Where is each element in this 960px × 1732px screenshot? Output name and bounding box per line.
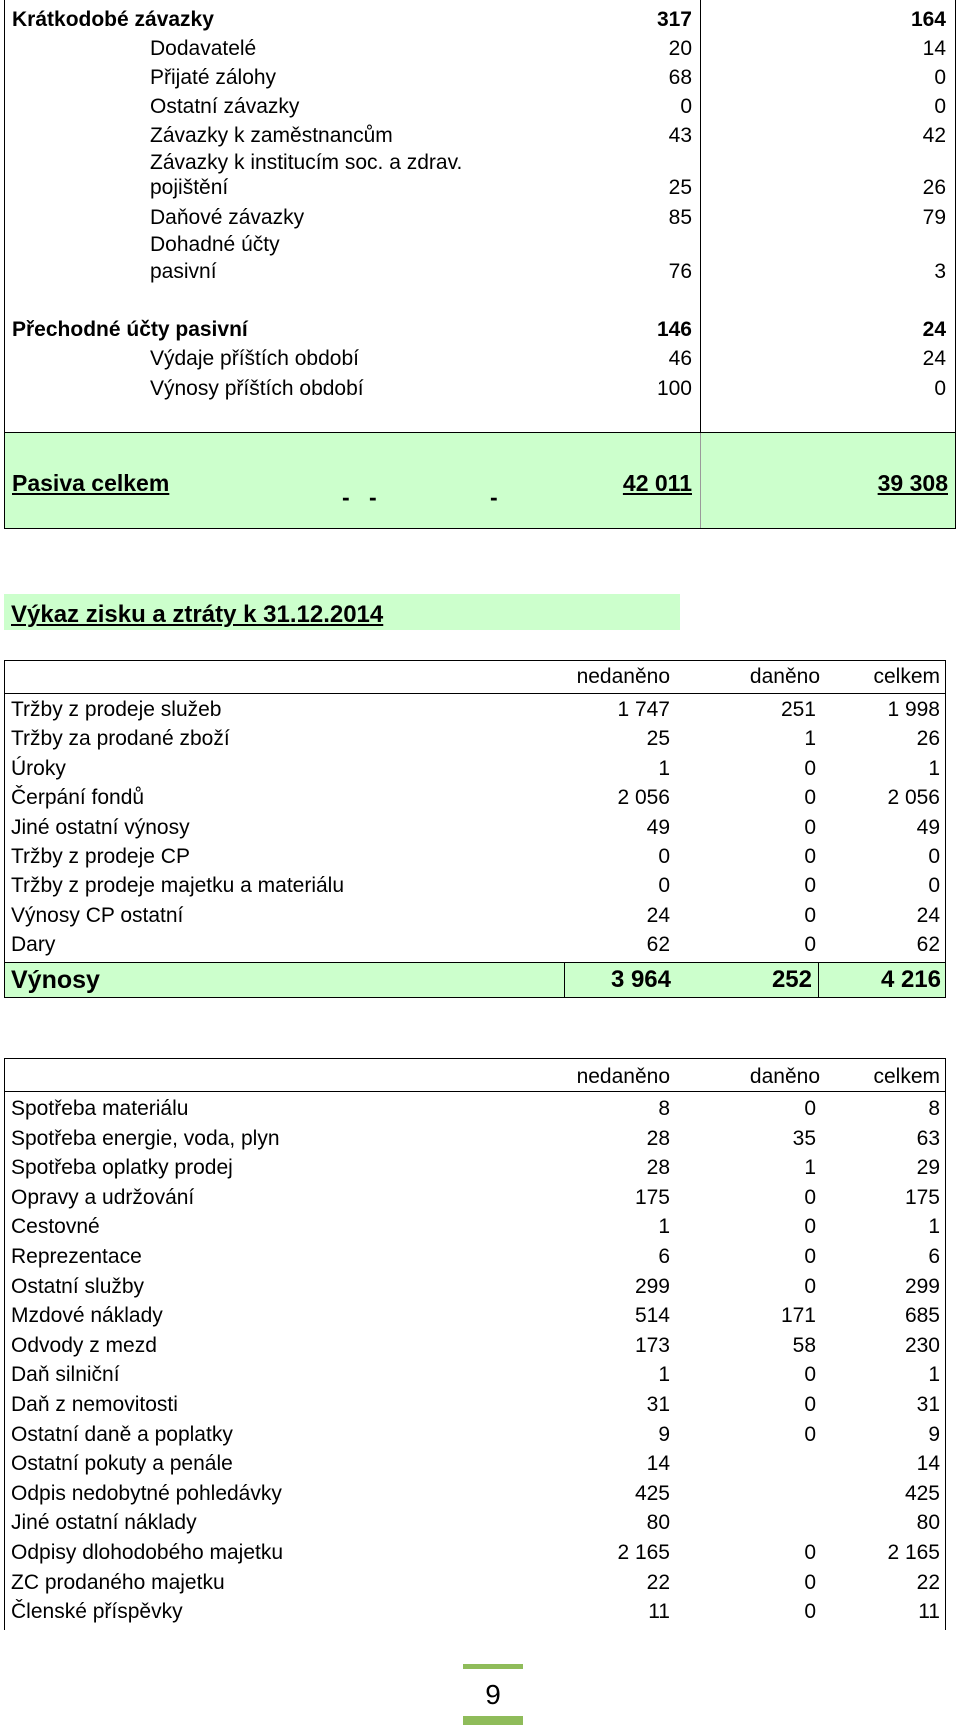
row-label: Odpisy dlohodobého majetku — [11, 1541, 284, 1564]
row-taxed: 1 — [804, 1156, 816, 1180]
row-total: 24 — [916, 903, 940, 927]
row-label: Spotřeba oplatky prodej — [11, 1156, 233, 1180]
row-label: Odpis nedobytné pohledávky — [11, 1481, 282, 1505]
row-total: 9 — [928, 1422, 940, 1446]
row-label: Spotřeba energie, voda, plyn — [11, 1126, 280, 1150]
item-value-1: 46 — [668, 347, 692, 370]
row-untaxed: 0 — [658, 874, 670, 898]
group-value-2: 24 — [922, 318, 946, 341]
total-value-1: 42 011 — [622, 470, 692, 496]
item-label: Daňové závazky — [150, 206, 305, 229]
table-border — [4, 1058, 946, 1059]
row-untaxed: 28 — [646, 1126, 670, 1150]
group-label: Krátkodobé závazky — [12, 8, 214, 31]
row-taxed: 0 — [804, 1097, 816, 1120]
row-taxed: 0 — [804, 1422, 816, 1446]
total-dash: - — [369, 484, 377, 510]
item-value-2: 24 — [922, 347, 946, 370]
page-number: 9 — [485, 1679, 501, 1710]
item-value-2: 0 — [934, 377, 946, 400]
item-value-2: 79 — [922, 206, 946, 229]
group-value-1: 146 — [656, 318, 692, 341]
row-label: Odvody z mezd — [11, 1333, 157, 1357]
row-untaxed: 1 — [658, 756, 670, 780]
item-value-1: 25 — [668, 176, 692, 199]
row-taxed: 0 — [804, 1600, 816, 1624]
row-taxed: 0 — [804, 1541, 816, 1564]
row-taxed: 1 — [804, 727, 816, 751]
row-total: 8 — [928, 1097, 940, 1120]
row-total: 0 — [928, 845, 940, 868]
row-untaxed: 425 — [634, 1481, 670, 1505]
row-untaxed: 173 — [634, 1333, 670, 1357]
row-label: Tržby z prodeje služeb — [11, 698, 222, 721]
row-label: Daň z nemovitosti — [11, 1393, 178, 1416]
row-total: 425 — [904, 1481, 940, 1505]
row-total: 1 998 — [887, 698, 940, 721]
page-number-bar-bottom — [463, 1716, 523, 1725]
item-value-1: 76 — [668, 260, 692, 283]
row-total: 26 — [916, 727, 940, 751]
row-total: 175 — [904, 1185, 940, 1209]
row-total: 80 — [916, 1511, 940, 1535]
item-label: Výdaje příštích období — [150, 347, 359, 370]
row-label: Cestovné — [11, 1215, 100, 1239]
column-header-taxed: daněno — [749, 665, 820, 688]
row-total: 6 — [928, 1245, 940, 1268]
row-taxed: 0 — [804, 1185, 816, 1209]
item-label: Závazky k zaměstnancům — [150, 124, 393, 147]
row-untaxed: 2 056 — [617, 786, 670, 810]
row-untaxed: 49 — [646, 815, 670, 839]
item-value-2: 3 — [934, 260, 946, 283]
row-label: Dary — [11, 933, 56, 957]
row-untaxed: 1 — [658, 1363, 670, 1387]
total-label: Pasiva celkem — [12, 470, 170, 496]
page-title: Výkaz zisku a ztráty k 31.12.2014 — [11, 601, 384, 628]
row-total: 14 — [916, 1452, 940, 1476]
row-label: Tržby z prodeje majetku a materiálu — [11, 874, 345, 898]
row-total: 0 — [928, 874, 940, 898]
row-label: Tržby z prodeje CP — [11, 845, 190, 868]
row-taxed: 251 — [780, 698, 816, 721]
item-label: Výnosy příštích období — [150, 377, 364, 400]
row-taxed: 0 — [804, 756, 816, 780]
row-total: 63 — [916, 1126, 940, 1150]
row-taxed: 0 — [804, 786, 816, 810]
item-label-continued: pasivní — [150, 260, 217, 283]
column-header-untaxed: nedaněno — [576, 1065, 670, 1088]
group-value-1: 317 — [656, 8, 692, 31]
row-untaxed: 175 — [634, 1185, 670, 1209]
table-border — [945, 1058, 946, 1630]
item-label: Dohadné účty — [150, 233, 280, 256]
revenues-total-label: Výnosy — [11, 966, 100, 994]
revenues-total-untaxed: 3 964 — [610, 966, 671, 993]
row-total: 11 — [918, 1600, 940, 1624]
row-taxed: 0 — [804, 1363, 816, 1387]
row-total: 62 — [916, 933, 940, 957]
item-label: Přijaté zálohy — [150, 66, 277, 89]
item-value-1: 0 — [680, 95, 692, 118]
group-value-2: 164 — [910, 8, 946, 31]
item-value-1: 85 — [668, 206, 692, 229]
row-taxed: 0 — [804, 845, 816, 868]
item-value-2: 14 — [922, 37, 946, 60]
row-label: Jiné ostatní výnosy — [11, 815, 190, 839]
row-label: Ostatní daně a poplatky — [11, 1422, 233, 1446]
row-total: 2 165 — [887, 1541, 940, 1564]
item-value-1: 20 — [668, 37, 692, 60]
item-label: Dodavatelé — [150, 37, 257, 60]
row-total: 22 — [916, 1570, 940, 1594]
row-untaxed: 11 — [648, 1600, 670, 1624]
row-untaxed: 14 — [646, 1452, 670, 1476]
total-dash: - — [342, 484, 350, 510]
row-taxed: 58 — [792, 1333, 816, 1357]
row-label: Čerpání fondů — [11, 786, 145, 810]
row-taxed: 0 — [804, 1274, 816, 1298]
row-label: Ostatní služby — [11, 1274, 145, 1298]
page-number-bar-top — [463, 1664, 523, 1669]
row-taxed: 171 — [780, 1304, 816, 1328]
row-label: Mzdové náklady — [11, 1304, 163, 1328]
row-taxed: 0 — [804, 1215, 816, 1239]
item-value-2: 26 — [922, 176, 946, 199]
item-value-2: 0 — [934, 95, 946, 118]
row-taxed: 0 — [804, 815, 816, 839]
table-border — [4, 1058, 5, 1630]
row-taxed: 0 — [804, 1570, 816, 1594]
row-label: Spotřeba materiálu — [11, 1097, 189, 1120]
row-taxed: 0 — [804, 1245, 816, 1268]
row-untaxed: 2 165 — [617, 1541, 670, 1564]
row-taxed: 35 — [792, 1126, 816, 1150]
row-total: 31 — [916, 1393, 940, 1416]
row-taxed: 0 — [804, 874, 816, 898]
table-border — [4, 1091, 946, 1092]
row-taxed: 0 — [804, 1393, 816, 1416]
row-label: Daň silniční — [11, 1363, 120, 1387]
row-label: Členské příspěvky — [11, 1600, 183, 1624]
group-label: Přechodné účty pasivní — [12, 318, 248, 341]
item-label: Závazky k institucím soc. a zdrav. — [150, 151, 463, 174]
row-untaxed: 8 — [658, 1097, 670, 1120]
row-label: Výnosy CP ostatní — [11, 903, 184, 927]
row-untaxed: 6 — [658, 1245, 670, 1268]
row-untaxed: 514 — [634, 1304, 670, 1328]
row-untaxed: 299 — [634, 1274, 670, 1298]
item-label: Ostatní závazky — [150, 95, 300, 118]
item-value-1: 43 — [668, 124, 692, 147]
row-label: Úroky — [11, 756, 66, 780]
row-label: Opravy a udržování — [11, 1185, 195, 1209]
row-untaxed: 28 — [646, 1156, 670, 1180]
column-header-total: celkem — [873, 1065, 940, 1088]
row-total: 299 — [904, 1274, 940, 1298]
revenues-total-taxed: 252 — [771, 966, 812, 993]
row-total: 2 056 — [887, 786, 940, 810]
row-untaxed: 22 — [646, 1570, 670, 1594]
row-untaxed: 25 — [646, 727, 670, 751]
row-total: 685 — [904, 1304, 940, 1328]
column-header-total: celkem — [873, 665, 940, 688]
item-value-1: 100 — [656, 377, 692, 400]
row-total: 1 — [928, 1215, 940, 1239]
row-untaxed: 1 — [658, 1215, 670, 1239]
row-total: 1 — [928, 1363, 940, 1387]
row-untaxed: 0 — [658, 845, 670, 868]
row-untaxed: 24 — [646, 903, 670, 927]
row-untaxed: 80 — [646, 1511, 670, 1535]
row-label: Reprezentace — [11, 1245, 142, 1268]
row-untaxed: 1 747 — [617, 698, 670, 721]
item-label-continued: pojištění — [150, 176, 229, 199]
row-untaxed: 31 — [646, 1393, 670, 1416]
row-total: 49 — [916, 815, 940, 839]
row-label: Ostatní pokuty a penále — [11, 1452, 233, 1476]
total-dash: - — [490, 484, 498, 510]
item-value-2: 0 — [934, 66, 946, 89]
row-total: 230 — [904, 1333, 940, 1357]
row-label: ZC prodaného majetku — [11, 1570, 225, 1594]
row-untaxed: 9 — [658, 1422, 670, 1446]
row-label: Tržby za prodané zboží — [11, 727, 230, 751]
row-taxed: 0 — [804, 903, 816, 927]
row-label: Jiné ostatní náklady — [11, 1511, 197, 1535]
column-header-untaxed: nedaněno — [576, 665, 670, 688]
row-total: 1 — [928, 756, 940, 780]
row-untaxed: 62 — [646, 933, 670, 957]
total-value-2: 39 308 — [877, 470, 948, 496]
revenues-total-total: 4 216 — [880, 966, 941, 993]
item-value-1: 68 — [668, 66, 692, 89]
row-taxed: 0 — [804, 933, 816, 957]
item-value-2: 42 — [922, 124, 946, 147]
row-total: 29 — [916, 1156, 940, 1180]
column-header-taxed: daněno — [749, 1065, 820, 1088]
